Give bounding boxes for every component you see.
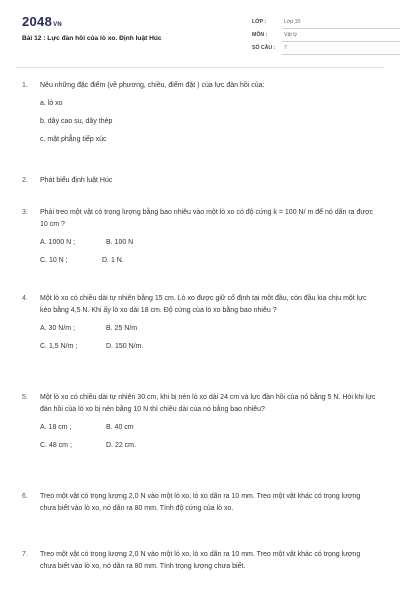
document-title: Bài 12 : Lực đàn hồi của lò xo. Định luật Húc (22, 35, 162, 42)
option-a: A. 30 N/m ; (40, 325, 76, 332)
option-b: B. 100 N (106, 239, 134, 246)
meta-count-value: 7 (284, 45, 287, 51)
question-number: 7. (22, 551, 28, 558)
question-number: 4. (22, 295, 28, 302)
meta-subject-value: Vật lý (284, 32, 297, 38)
meta-class-value: Lớp 10 (284, 19, 301, 25)
option-a: a. lò xo (40, 100, 63, 107)
options-row-2 (40, 255, 378, 267)
question-text: Treo một vật có trọng lượng 2,0 N vào một lò xo, lò xo dãn ra 10 mm. Treo một vật khác có trọng lượng chưa biết vào lò xo, nó dãn ra 80 mm. Tính trọng lượng chưa biết. (40, 551, 361, 570)
meta-class-underline (282, 28, 400, 29)
question-number: 6. (22, 493, 28, 500)
logo-main: 2048 (22, 14, 53, 29)
question-number: 3. (22, 209, 28, 216)
question-text: Phải treo một vật có trọng lượng bằng bao nhiêu vào một lò xo có độ cứng k = 100 N/ m để nó dãn ra được 10 cm ? (40, 209, 374, 228)
question-text: Treo một vật có trọng lượng 2,0 N vào một lò xo, lò xo dãn ra 10 mm. Treo một vật khác có trọng lượng chưa biết vào lò xo, nó dãn ra 80 mm. Tính độ cứng của lò xo. (40, 493, 361, 512)
meta-count-underline (282, 54, 400, 55)
options-row-1 (40, 422, 378, 434)
options-row-1 (40, 237, 378, 249)
header-divider (16, 67, 384, 68)
option-c: C. 48 cm ; (40, 442, 72, 449)
option-c: C. 10 N ; (40, 257, 68, 264)
option-b: B. 40 cm (106, 424, 134, 431)
question-number: 1. (22, 82, 28, 89)
logo-suffix: VN (53, 22, 63, 28)
question-text: Một lò xo có chiều dài tự nhiên 30 cm, khi bị nén lò xo dài 24 cm và lực đàn hồi của nó bằng 5 N. Hỏi khi lực đàn hồi của lò xo bị nén bằng 10 N thì chiều dài của nó bằng bao nhiêu? (40, 394, 376, 413)
question-2 (22, 175, 378, 187)
option-b: b. dây cao su, dây thép (40, 118, 113, 125)
options-row-2 (40, 341, 378, 353)
meta-class-label: LỚP : (252, 19, 267, 25)
question-text: Nêu những đặc điểm (về phương, chiều, điểm đặt ) của lực đàn hồi của: (40, 82, 265, 89)
question-3 (22, 207, 378, 267)
question-text: Phát biểu định luật Húc (40, 177, 113, 184)
meta-subject-underline (282, 41, 400, 42)
question-number: 5. (22, 394, 28, 401)
option-d: D. 1 N. (102, 257, 124, 264)
question-4 (22, 293, 378, 353)
option-c: C. 1,5 N/m ; (40, 343, 78, 350)
meta-subject-label: MÔN : (252, 32, 268, 38)
document-header (0, 0, 400, 64)
meta-count-label: SỐ CÂU : (252, 45, 276, 51)
question-5 (22, 392, 378, 452)
options-row-2 (40, 440, 378, 452)
option-a: A. 1000 N ; (40, 239, 76, 246)
question-text: Một lò xo có chiều dài tự nhiên bằng 15 cm. Lò xo được giữ cố định tại một đầu, còn đầu kia chịu một lực kéo bằng 4,5 N. Khi ấy lò xo dài 18 cm. Độ cứng của lò xo bằng bao nhiêu ? (40, 295, 367, 314)
question-7 (22, 549, 378, 573)
question-number: 2. (22, 177, 28, 184)
option-d: D. 22 cm. (106, 442, 136, 449)
site-logo[interactable] (22, 14, 62, 29)
option-d: D. 150 N/m. (106, 343, 144, 350)
option-b: B. 25 N/m (106, 325, 138, 332)
question-6 (22, 491, 378, 515)
option-a: A. 18 cm ; (40, 424, 72, 431)
question-1 (22, 80, 378, 146)
option-c: c. mặt phẳng tiếp xúc (40, 136, 107, 143)
options-row-1 (40, 323, 378, 335)
